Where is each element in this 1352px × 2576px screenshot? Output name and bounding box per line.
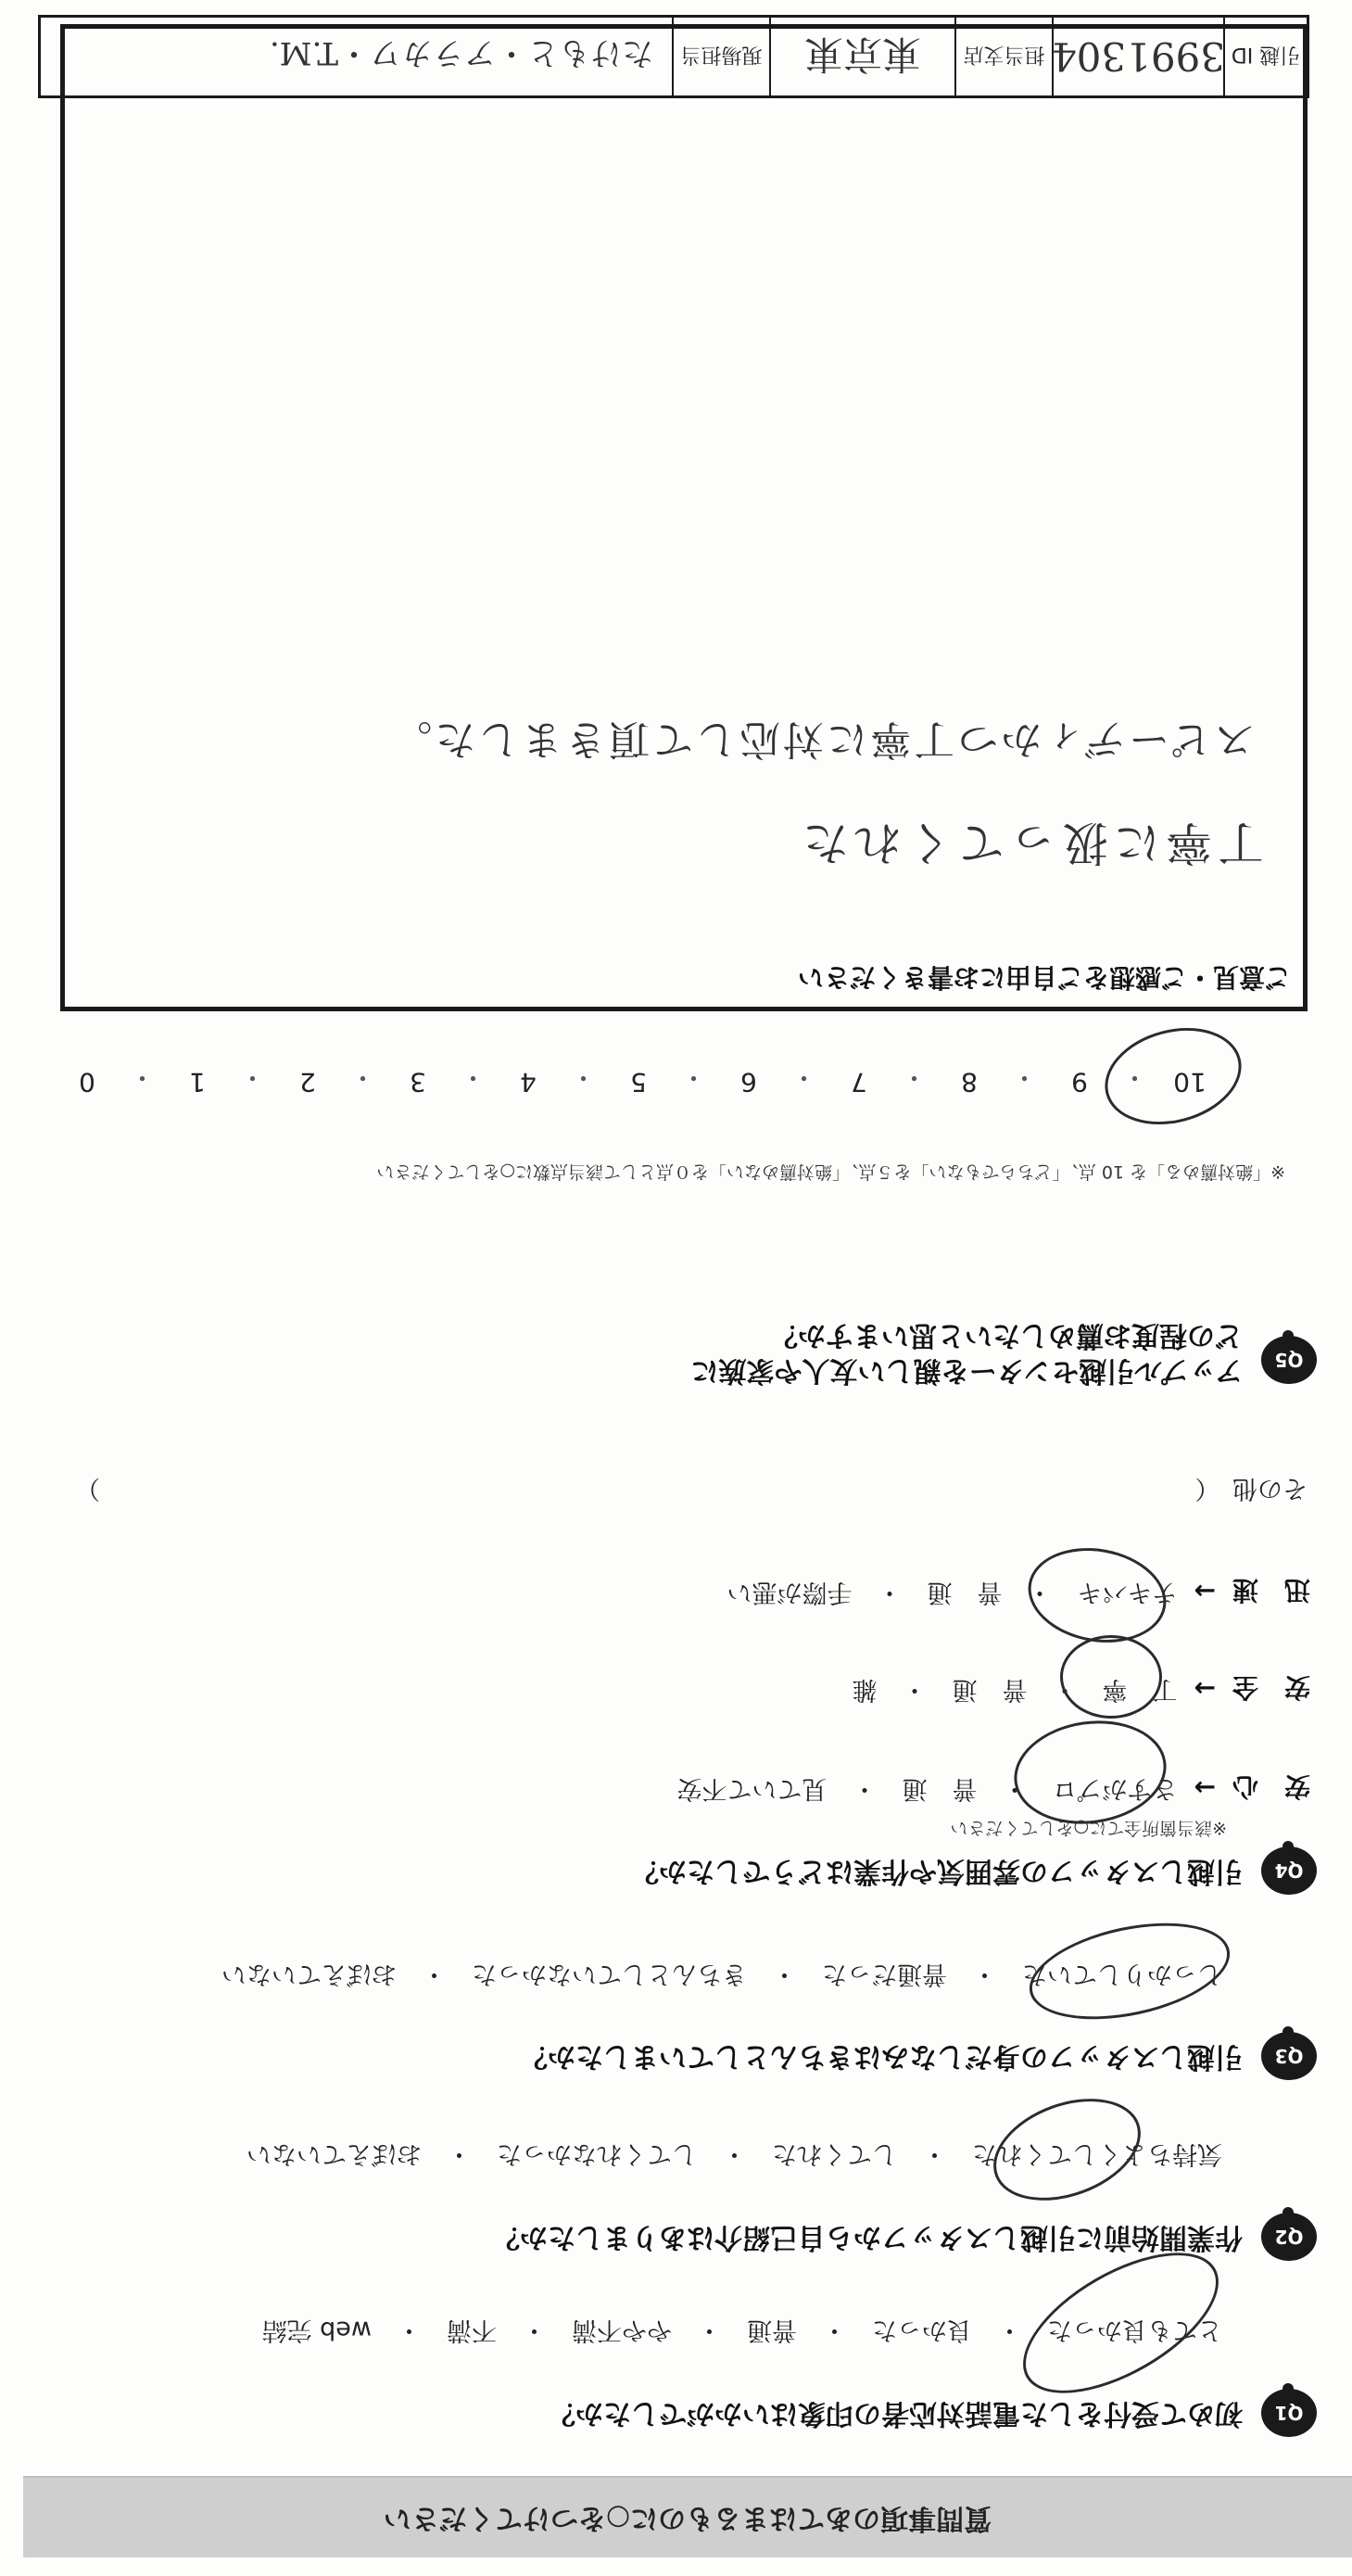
q4-jinsoku-circle (1020, 1538, 1173, 1654)
q2-badge: Q2 (1261, 2213, 1317, 2261)
q5-score-9[interactable]: 9 (1071, 1067, 1088, 1098)
branch-label: 担当支店 (954, 18, 1052, 95)
q4-other-close: ） (75, 1474, 100, 1504)
q2-answer-circle (979, 2080, 1155, 2219)
q5-score-10[interactable]: 10 (1173, 1067, 1207, 1098)
q5-answer-circle (1094, 1013, 1253, 1138)
q1-options[interactable]: とても良かった ・ 良かった ・ 普通 ・ やや不満 ・ 不満 ・ web 完結 (261, 2316, 1222, 2344)
q4-other-row (75, 1473, 1308, 1510)
q1-text: 初めて受付をした電話対応者の印象はいかがでしたか？ (548, 2397, 1243, 2430)
q4-row-jinsoku-options[interactable]: テキパキ ・ 普 通 ・ 手際が悪い (727, 1578, 1178, 1606)
q5-score-3[interactable]: 3 (410, 1067, 426, 1098)
feedback-handwritten-line1: 丁寧に扱ってくれた (797, 816, 1264, 869)
q5-score-7[interactable]: 7 (851, 1067, 867, 1098)
q4-row-anzen-options[interactable]: 丁 寧 ・ 普 通 ・ 雑 (852, 1675, 1178, 1704)
q5-score-5[interactable]: 5 (630, 1067, 647, 1098)
arrow-right-icon: → (1194, 1576, 1216, 1607)
staff-label: 現場担当 (672, 18, 769, 95)
question-4 (631, 1846, 1317, 1895)
q3-answer-circle (1021, 1907, 1239, 2036)
q4-row-anshin (677, 1768, 1310, 1808)
q4-anshin-circle (1007, 1711, 1173, 1834)
q3-text: 引越しスタッフの身だしなみはきちんとしていましたか？ (520, 2040, 1243, 2073)
q5-scale: 10 ・ 9 ・ 8 ・ 7 ・ 6 ・ 5 ・ 4 ・ 3 ・ 2 ・ 1 ・ 0 (69, 1060, 1208, 1098)
arrow-right-icon: → (1194, 1673, 1216, 1705)
branch-value[interactable]: 東京東 (769, 18, 954, 95)
header-instruction: 質問事項のあてはまるものに○をつけてください (383, 2502, 992, 2534)
staff-value[interactable]: たけもと・アラカワ・T.M. (269, 34, 653, 72)
q1-badge: Q1 (1261, 2389, 1317, 2437)
q4-row-jinsoku-label: 迅 速 (1232, 1575, 1310, 1605)
question-5 (691, 1317, 1318, 1388)
q4-note: ※該当箇所全てに○をしてください (950, 1818, 1227, 1838)
q4-anzen-circle (1060, 1635, 1162, 1719)
feedback-title: ご意見・ご感想をご自由にお書きください (797, 962, 1291, 993)
q5-text-line2: どの程度お薦めしたいと思いますか？ (770, 1319, 1243, 1351)
q3-options[interactable]: しっかりしていた ・ 普通だった ・ きちんとしていなかった ・ おぼえていない (221, 1960, 1222, 1988)
q2-text: 作業開始前に引越しスタッフから自己紹介はありましたか？ (492, 2221, 1243, 2253)
q5-score-4[interactable]: 4 (520, 1067, 537, 1098)
q5-text-line1: アップル引越センターを親しい友人や家族に (690, 1354, 1243, 1387)
arrow-right-icon: → (1194, 1772, 1216, 1804)
q4-badge: Q4 (1261, 1846, 1317, 1895)
move-id-value[interactable]: 3991304 (1052, 18, 1223, 95)
q4-row-anshin-label: 安 心 (1232, 1771, 1310, 1802)
info-table (38, 15, 1309, 98)
q5-score-1[interactable]: 1 (189, 1067, 206, 1098)
question-1 (548, 2389, 1317, 2437)
move-id-label: 引越 ID (1223, 18, 1307, 95)
q4-text: 引越しスタッフの雰囲気や作業はどうでしたか？ (631, 1855, 1243, 1887)
q2-options[interactable]: 気持ちよくしてくれた ・ してくれた ・ してくれなかった ・ おぼえていない (246, 2139, 1222, 2168)
q4-row-anshin-options[interactable]: さすがプロ ・ 普 通 ・ 見ていて不安 (676, 1774, 1178, 1803)
q4-other-label: その他 （ (1194, 1474, 1308, 1504)
q5-score-8[interactable]: 8 (961, 1067, 978, 1098)
q4-row-anzen-label: 安 全 (1232, 1672, 1310, 1703)
q5-score-6[interactable]: 6 (740, 1067, 757, 1098)
q4-row-jinsoku (727, 1571, 1310, 1612)
question-3 (520, 2032, 1317, 2080)
q5-badge: Q5 (1261, 1336, 1317, 1384)
question-2 (492, 2213, 1317, 2261)
q5-score-2[interactable]: 2 (299, 1067, 316, 1098)
feedback-handwritten-line2: スピーディかつ丁寧に対応して頂きました。 (388, 716, 1255, 763)
q5-score-0[interactable]: 0 (79, 1067, 95, 1098)
q3-badge: Q3 (1261, 2032, 1317, 2080)
q5-note: ※「絶対薦める」を 10 点、「どちらでもない」を５点、「絶対薦めない」を０点として該当点数に○をしてください (376, 1161, 1285, 1182)
